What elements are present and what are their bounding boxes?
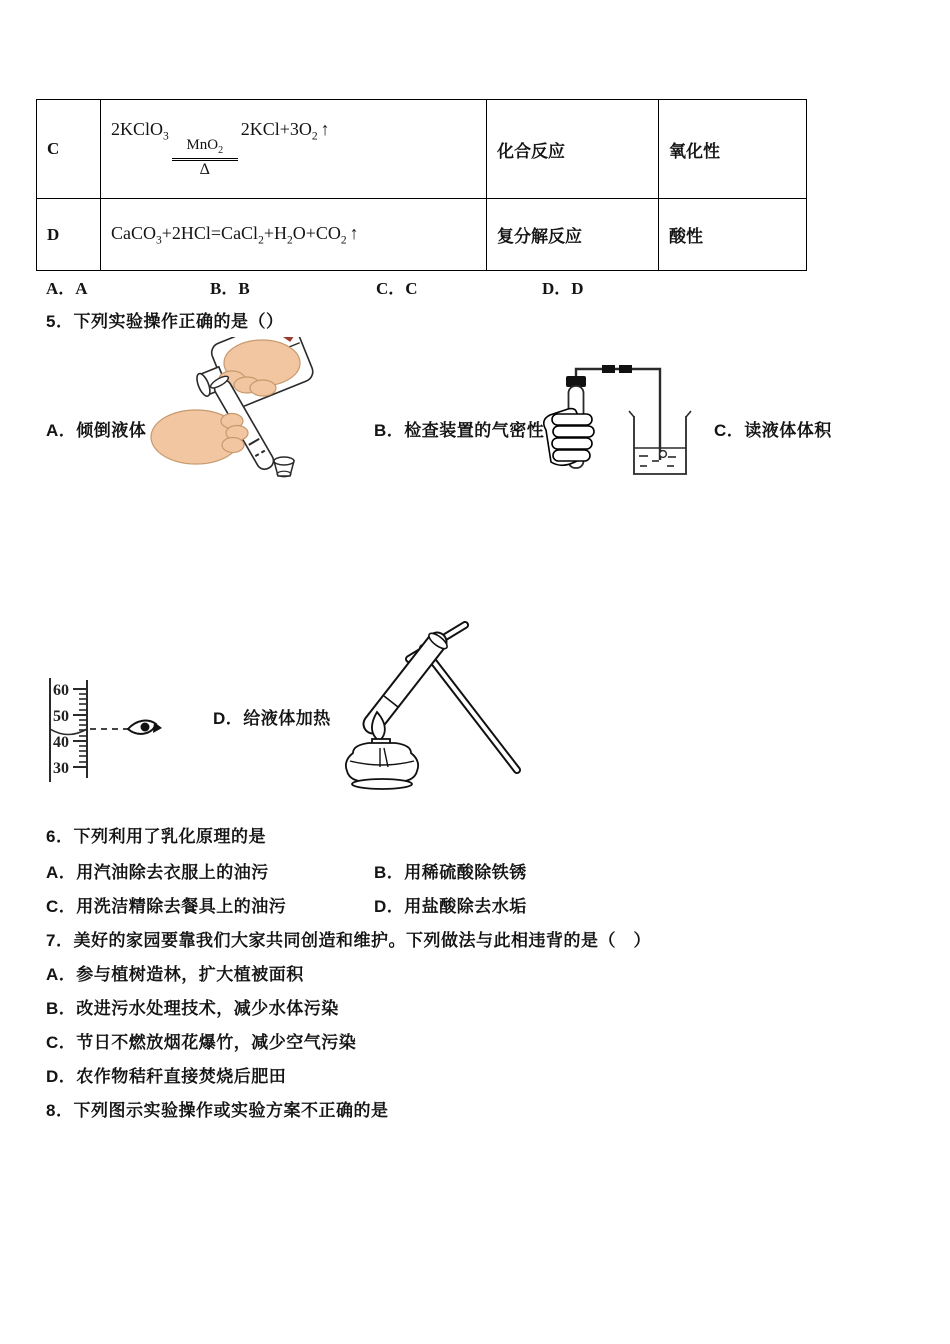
equation-c [111,119,330,178]
answer-option-d: D．D [542,279,584,298]
q5-option-c-label: C．读液体体积 [714,421,832,440]
reaction-type-cell: 化合反应 [487,100,659,199]
gas-arrow: ↑ [349,222,359,243]
q5-option-b-label: B．检查装置的气密性 [374,421,545,440]
holding-hand [544,409,594,466]
answer-option-b: B．B [210,279,250,298]
row-letter: C [37,100,101,199]
reaction-condition [172,138,238,178]
question-8-title: 8．下列图示实验操作或实验方案不正确的是 [46,1101,389,1120]
table-row-d [37,199,807,271]
air-bubble [660,451,667,458]
airtight-check-figure [540,364,692,482]
q7-option-c: C．节日不燃放烟花爆竹，减少空气污染 [46,1033,357,1052]
alcohol-lamp [346,739,418,789]
answer-option-a: A．A [46,279,88,298]
heating-liquid-figure [325,612,530,794]
tick-label: 60 [53,682,69,699]
tick-label: 40 [53,734,69,751]
holding-hand [151,410,248,464]
reaction-type-cell: 复分解反应 [487,199,659,271]
graduated-cylinder-figure [46,672,196,784]
bottle-stopper [274,457,294,477]
q5-option-a-label: A．倾倒液体 [46,421,147,440]
pour-liquid-figure [126,337,326,493]
rubber-connector [602,365,615,373]
property-cell: 酸性 [659,199,807,271]
equation-cell [101,100,487,199]
q7-option-d: D．农作物秸秆直接焚烧后肥田 [46,1067,287,1086]
table-row-c [37,100,807,199]
q6-option-c: C．用洗洁精除去餐具上的油污 [46,897,287,916]
q6-option-a: A．用汽油除去衣服上的油污 [46,863,269,882]
subscript: 3 [163,130,169,143]
condition-bottom: Δ [199,160,210,178]
gas-arrow: ↑ [320,119,330,140]
subscript: 2 [311,130,318,143]
equation-text: 2KCl+3O [240,119,312,140]
q7-option-b: B．改进污水处理技术，减少水体污染 [46,999,339,1018]
row-letter: D [37,199,101,271]
eye-icon [128,721,162,734]
q7-option-a: A．参与植树造林，扩大植被面积 [46,965,304,984]
tick-label: 50 [53,708,69,725]
equation-cell [101,199,487,271]
reaction-table [36,99,807,271]
question-5-title: 5．下列实验操作正确的是（） [46,312,284,331]
equation-d: $CaCO_3+2HCl=CaCl_2+H_2O+CO_2$ ↑ [111,222,359,247]
test-tube [373,631,449,724]
scale-ticks [73,689,87,767]
equation-text: 2KClO [111,119,164,140]
answer-option-c: C．C [376,279,418,298]
question-7-title: 7．美好的家园要靠我们大家共同创造和维护。下列做法与此相违背的是（ ） [46,931,651,950]
property-cell: 氧化性 [659,100,807,199]
condition-top: MnO$_2$ [186,137,224,157]
q5-option-d-label: D．给液体加热 [213,709,331,728]
q6-option-d: D．用盐酸除去水垢 [374,897,527,916]
rubber-connector [619,365,632,373]
q6-option-b: B．用稀硫酸除铁锈 [374,863,527,882]
question-6-title: 6．下列利用了乳化原理的是 [46,827,266,846]
tick-label: 30 [53,760,69,777]
